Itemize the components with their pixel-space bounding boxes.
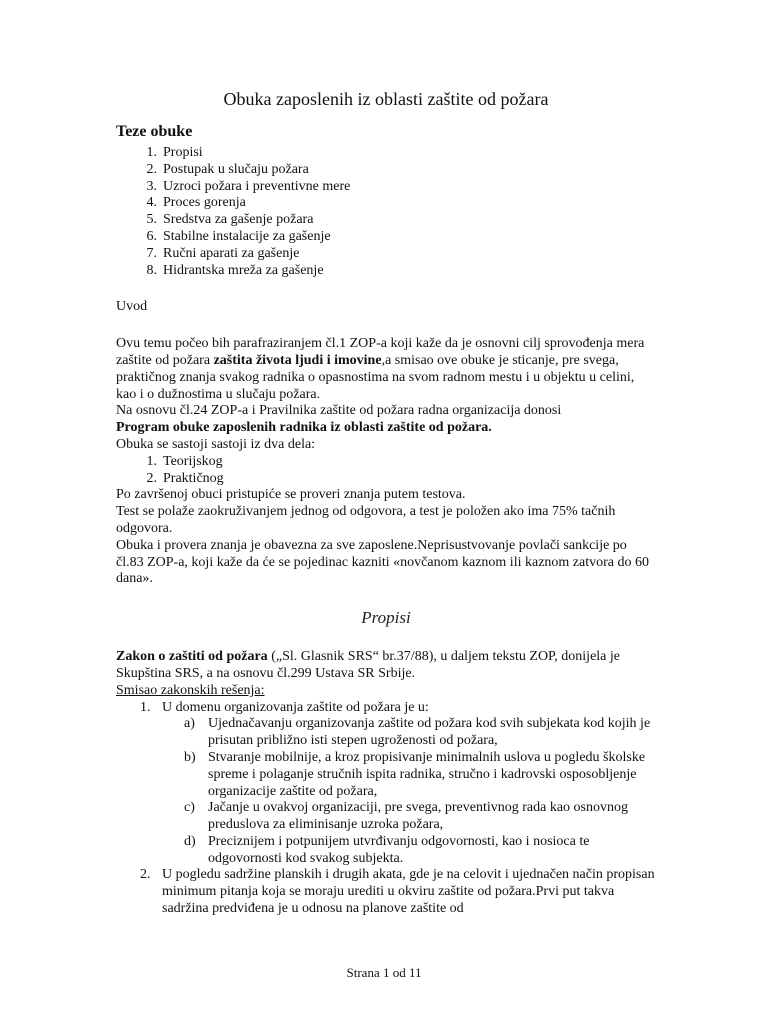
topics-list	[116, 145, 656, 279]
paragraph-test: Po završenoj obuci pristupiće se proveri znanja putem testova.	[116, 487, 466, 503]
list-item: 7. Ručni aparati za gašenje	[146, 245, 300, 261]
paragraph-program-bold: Program obuke zaposlenih radnika iz oblasti zaštite od požara.	[116, 420, 492, 436]
law-points-list	[116, 700, 656, 717]
document-page	[116, 88, 656, 918]
list-item: b) Stvaranje mobilnije, a kroz propisivanje minimalnih uslova u pogledu školske spreme i polaganje stručnih ispita radnika, stručno i kadrovski osposobljenje organizacije zaštite od požara,	[184, 749, 646, 799]
list-item: 8. Hidrantska mreža za gašenje	[146, 262, 324, 278]
parts-list	[116, 454, 656, 488]
paragraph-intro: Ovu temu počeo bih parafraziranjem čl.1 ZOP-a koji kaže da je osnovni cilj sprovođenja mera zaštite od požara zaštita života ljudi i imovine,a smisao ove obuke je sticanje, pre svega, praktičnog znanja svakog radnika o opasnostima na svom radnom mestu i u objektu u celini, kao i o dužnostima u slučaju požara.	[116, 336, 645, 402]
list-item: 2. Postupak u slučaju požara	[146, 161, 309, 177]
list-item: d) Preciznijem i potpunijem utvrđivanju odgovornosti, kao i nosioca te odgovornosti kod svakog subjekta.	[184, 833, 590, 866]
list-item: 2. U pogledu sadržine planskih i drugih akata, gde je na celovit i ujednačen način propisan minimum pitanja koja se moraju urediti u okviru zaštite od požara.Prvi put takva sadržina predviđena je u odnosu na planove zaštite od	[140, 867, 655, 917]
uvod-heading: Uvod	[116, 299, 148, 315]
paragraph-parts: Obuka se sastoji sastoji iz dva dela:	[116, 436, 316, 452]
list-item: 1. Propisi	[146, 145, 203, 160]
list-item: 1. U domenu organizovanja zaštite od požara je u:	[140, 699, 429, 715]
list-item: a) Ujednačavanju organizovanja zaštite od požara kod svih subjekata kod kojih je prisutan približno isti stepen ugroženosti od požara,	[184, 716, 651, 749]
paragraph-program: Na osnovu čl.24 ZOP-a i Pravilnika zaštite od požara radna organizacija donosi	[116, 403, 562, 419]
list-item: 4. Proces gorenja	[146, 195, 246, 211]
law-points-list-2	[116, 867, 656, 917]
paragraph-test-rule: Test se polaže zaokruživanjem jednog od odgovora, a test je položen ako ima 75% tačnih odgovora.	[116, 504, 616, 536]
list-item: c) Jačanje u ovakvoj organizaciji, pre svega, preventivnog rada kao osnovnog preduslova za eliminisanje uzroka požara,	[184, 800, 628, 833]
paragraph-law: Zakon o zaštiti od požara („Sl. Glasnik SRS“ br.37/88), u daljem tekstu ZOP, donijela je Skupština SRS, a na osnovu čl.299 Ustava SR Srbije.	[116, 649, 620, 681]
law-subpoints-list	[116, 716, 656, 867]
teze-heading: Teze obuke	[116, 123, 193, 140]
document-title: Obuka zaposlenih iz oblasti zaštite od požara	[223, 89, 549, 109]
list-item: 2. Praktičnog	[146, 470, 224, 486]
list-item: 3. Uzroci požara i preventivne mere	[146, 178, 351, 194]
section-title-propisi: Propisi	[361, 608, 411, 628]
list-item: 6. Stabilne instalacije za gašenje	[146, 228, 331, 244]
smisao-heading: Smisao zakonskih rešenja:	[116, 682, 265, 698]
list-item: 1. Teorijskog	[146, 453, 223, 469]
list-item: 5. Sredstva za gašenje požara	[146, 212, 314, 228]
page-footer: Strana 1 od 11	[346, 965, 422, 980]
paragraph-obligation: Obuka i provera znanja je obavezna za sve zaposlene.Neprisustvovanje povlači sankcije po čl.83 ZOP-a, koji kaže da će se pojedinac kazniti «novčanom kaznom ili kaznom zatvora do 60 dana».	[116, 537, 649, 587]
